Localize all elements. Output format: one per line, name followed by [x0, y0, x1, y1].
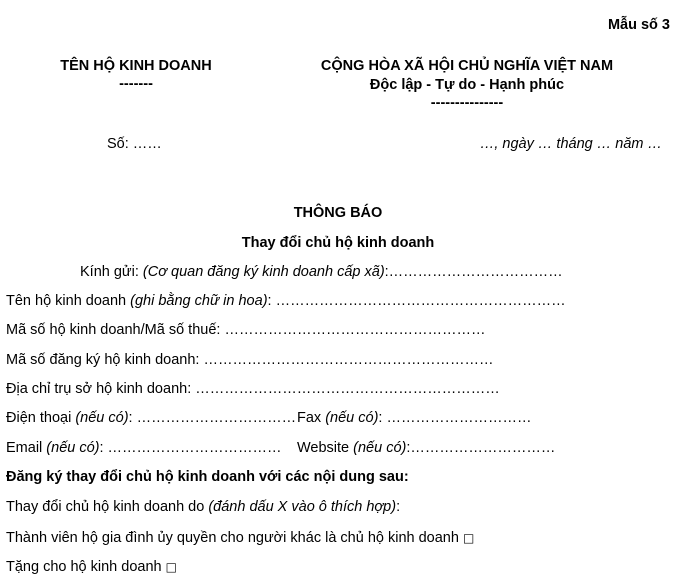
business-name-blank[interactable]: : …………………………………………………… — [267, 293, 566, 309]
option-gift-checkbox[interactable]: □ — [165, 560, 177, 574]
change-reason-line — [6, 499, 400, 515]
address-label: Địa chỉ trụ sở hộ kinh doanh: — [6, 381, 196, 397]
document-date: …, ngày … tháng … năm … — [479, 136, 662, 152]
website-line — [297, 440, 555, 456]
email-hint: (nếu có) — [46, 440, 100, 456]
page-subtitle: Thay đổi chủ hộ kinh doanh — [241, 235, 435, 251]
change-registration-heading: Đăng ký thay đổi chủ hộ kinh doanh với các nội dung sau: — [6, 469, 409, 485]
address-line — [6, 381, 500, 397]
fax-label: Fax — [297, 410, 326, 426]
website-blank[interactable]: :………………………… — [406, 440, 556, 456]
business-name-heading: TÊN HỘ KINH DOANH — [60, 58, 212, 74]
address-blank[interactable]: ……………………………………………………… — [195, 381, 500, 397]
country-heading: CỘNG HÒA XÃ HỘI CHỦ NGHĨA VIỆT NAM — [320, 58, 614, 74]
phone-line — [6, 410, 296, 426]
fax-blank[interactable]: : ………………………… — [378, 410, 532, 426]
registration-code-line — [6, 352, 494, 368]
option-gift-label: Tặng cho hộ kinh doanh — [6, 559, 166, 575]
tax-code-label: Mã số hộ kinh doanh/Mã số thuế: — [6, 322, 225, 338]
website-label: Website — [297, 440, 354, 456]
option-authorization — [6, 530, 474, 546]
page-title: THÔNG BÁO — [293, 205, 383, 221]
option-gift — [6, 559, 177, 575]
left-divider: ------- — [119, 76, 153, 92]
email-line — [6, 440, 282, 456]
email-label: Email — [6, 440, 47, 456]
website-hint: (nếu có) — [353, 440, 407, 456]
kinh-gui-label: Kính gửi: — [80, 264, 143, 280]
document-number: Số: …… — [107, 136, 162, 152]
national-motto: Độc lập - Tự do - Hạnh phúc — [369, 77, 565, 93]
change-reason-suffix: : — [396, 499, 401, 515]
phone-blank[interactable]: : …………………………… — [128, 410, 297, 426]
fax-line — [297, 410, 531, 426]
fax-hint: (nếu có) — [325, 410, 379, 426]
option-authorization-checkbox[interactable]: □ — [462, 531, 475, 545]
change-reason-label: Thay đổi chủ hộ kinh doanh do — [6, 499, 209, 515]
registration-code-label: Mã số đăng ký hộ kinh doanh: — [6, 352, 204, 368]
form-number: Mẫu số 3 — [607, 17, 670, 33]
business-name-label: Tên hộ kinh doanh — [6, 293, 131, 309]
option-authorization-label: Thành viên hộ gia đình ủy quyền cho người khác là chủ hộ kinh doanh — [6, 530, 463, 546]
tax-code-line — [6, 322, 485, 338]
change-reason-hint: (đánh dấu X vào ô thích hợp) — [208, 499, 397, 515]
phone-label: Điện thoại — [6, 410, 76, 426]
business-name-line — [6, 293, 566, 309]
email-blank[interactable]: : ……………………………… — [99, 440, 282, 456]
right-divider: --------------- — [430, 95, 504, 111]
business-name-hint: (ghi bằng chữ in hoa) — [130, 293, 268, 309]
kinh-gui-hint: (Cơ quan đăng ký kinh doanh cấp xã) — [142, 264, 385, 280]
phone-hint: (nếu có) — [75, 410, 129, 426]
kinh-gui-line — [80, 264, 563, 280]
registration-code-blank[interactable]: …………………………………………………… — [203, 352, 494, 368]
tax-code-blank[interactable]: ……………………………………………… — [224, 322, 486, 338]
kinh-gui-blank[interactable]: :……………………………… — [384, 264, 563, 280]
